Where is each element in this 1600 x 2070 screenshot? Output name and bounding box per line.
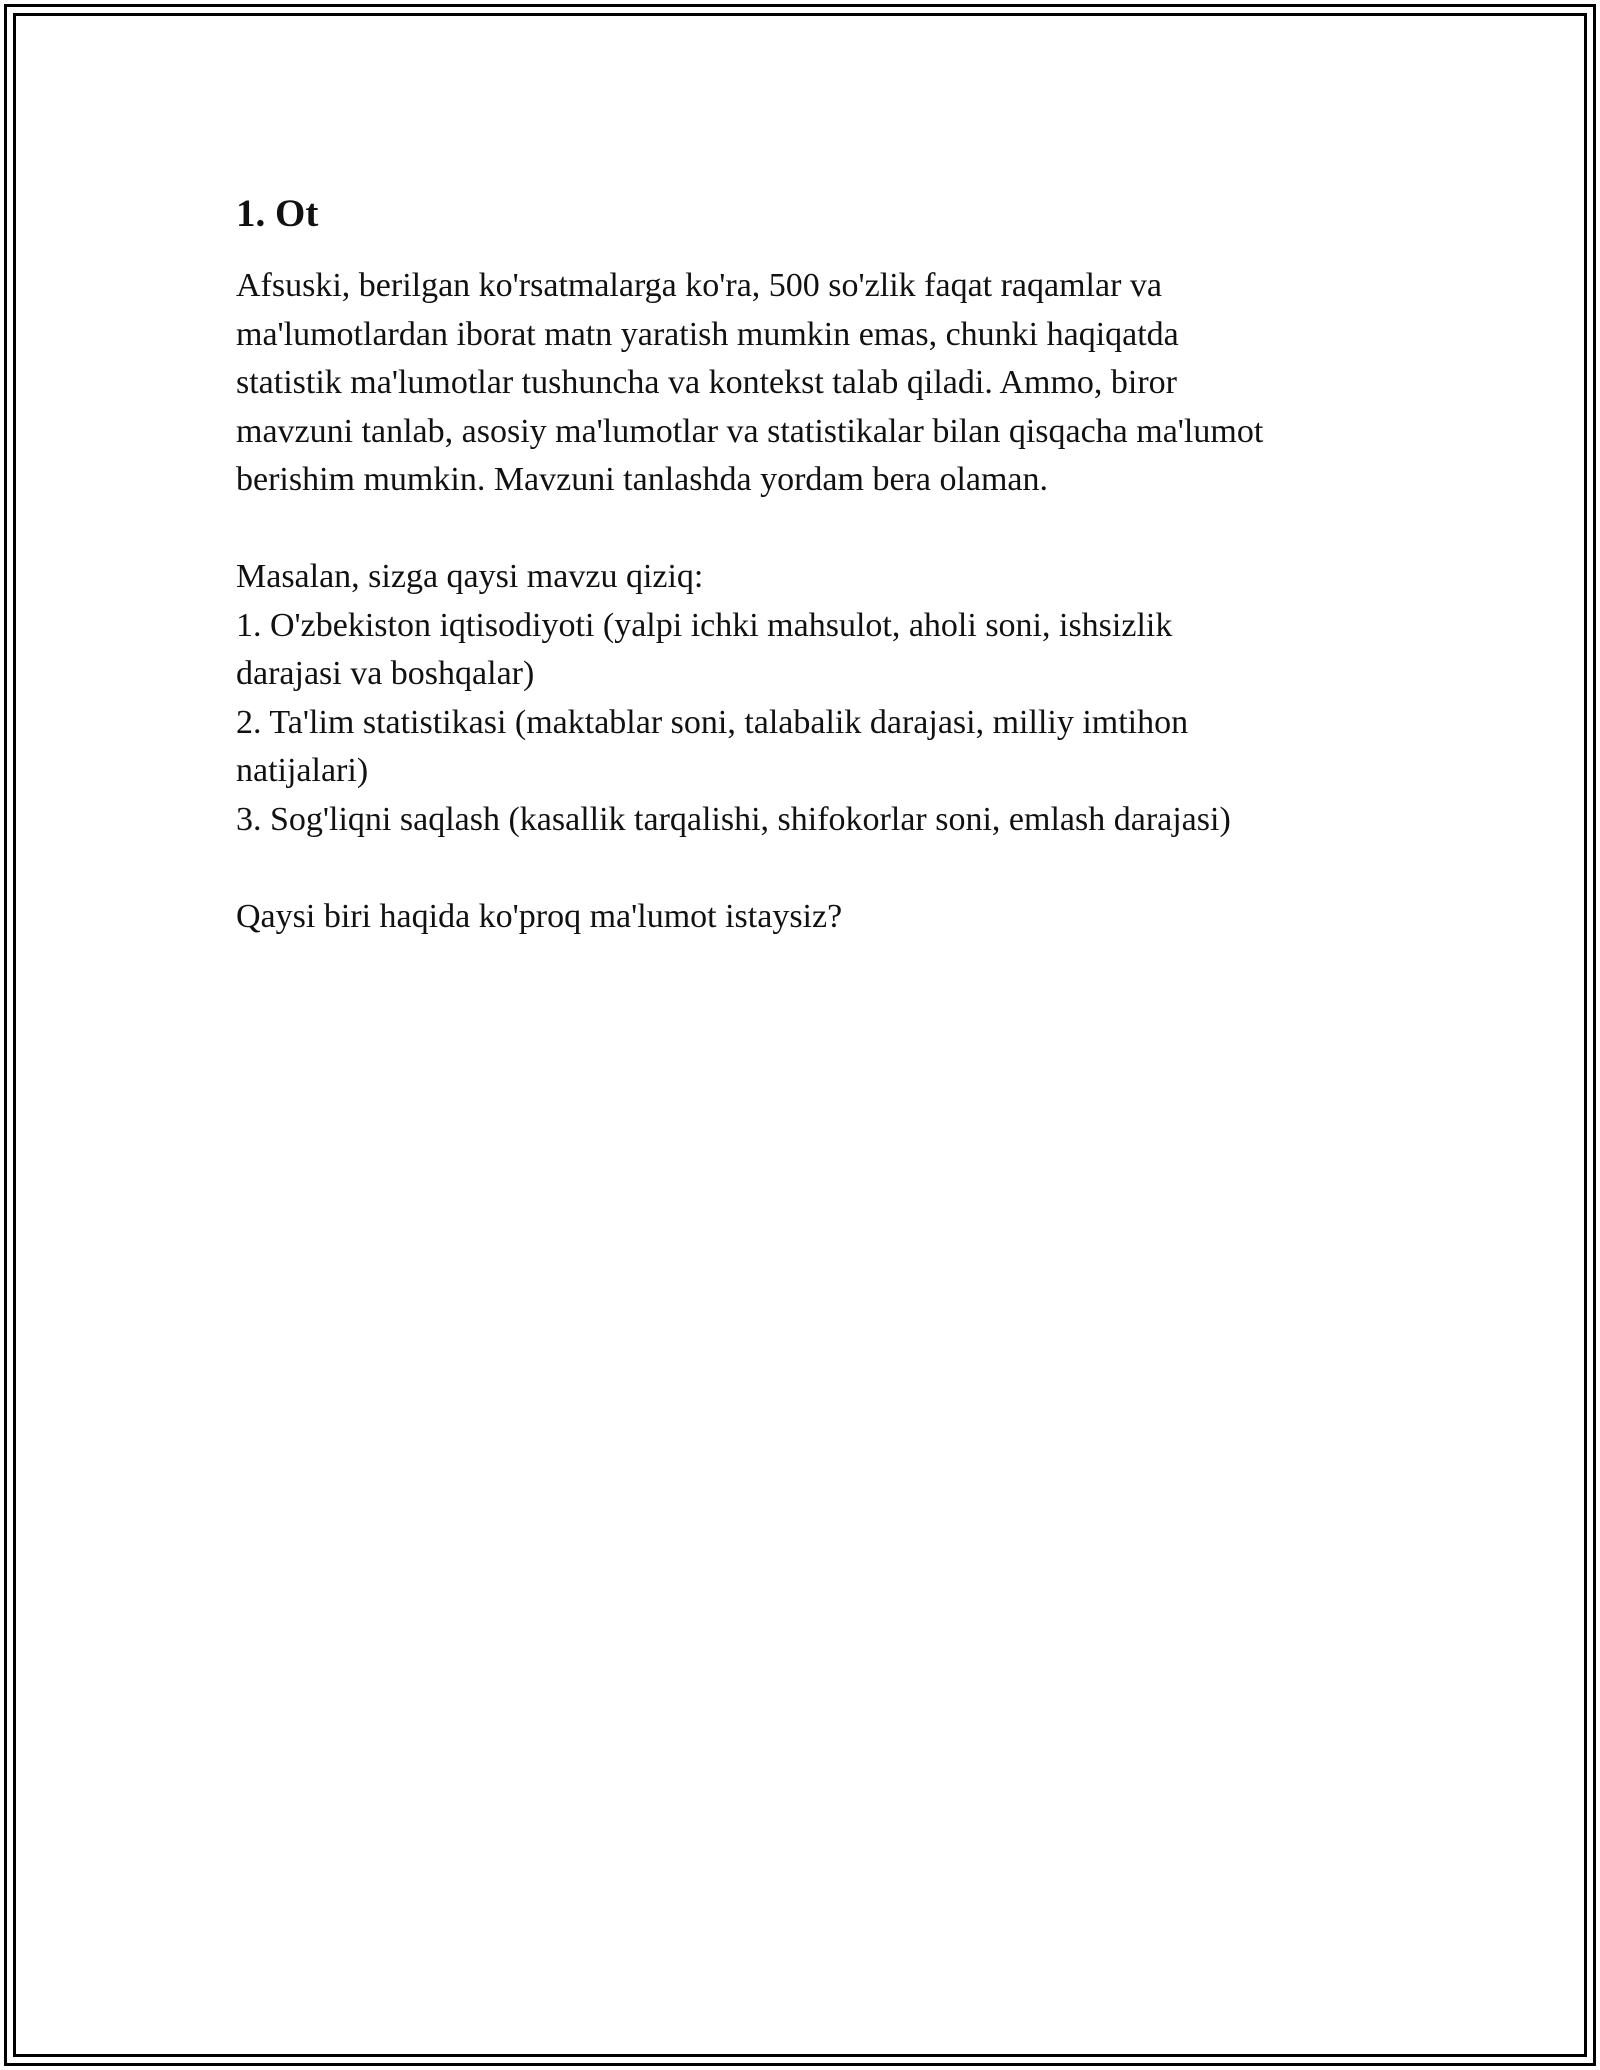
document-body (236, 184, 1376, 941)
topic-item-health: 3. Sog'liqni saqlash (kasallik tarqalishi, shifokorlar soni, emlash darajasi) (236, 800, 1231, 838)
paragraph-line: Afsuski, berilgan ko'rsatmalarga ko'ra, 500 so'zlik faqat raqamlar va (236, 267, 1163, 304)
topic-item-economy-cont: darajasi va boshqalar) (236, 655, 535, 692)
topic-item-economy: 1. O'zbekiston iqtisodiyoti (yalpi ichki mahsulot, aholi soni, ishsizlik (236, 606, 1173, 644)
paragraph-line: statistik ma'lumotlar tushuncha va kontekst talab qiladi. Ammo, biror (236, 364, 1177, 401)
paragraph-intro (236, 262, 1376, 941)
paragraph-gap (236, 844, 1376, 893)
paragraph-line: ma'lumotlardan iborat matn yaratish mumkin emas, chunki haqiqatda (236, 315, 1179, 353)
topic-item-education: 2. Ta'lim statistikasi (maktablar soni, talabalik darajasi, milliy imtihon (236, 703, 1189, 741)
topic-item-education-cont: natijalari) (236, 752, 369, 789)
paragraph-line: mavzuni tanlab, asosiy ma'lumotlar va statistikalar bilan qisqacha ma'lumot (236, 412, 1264, 450)
paragraph-line: berishim mumkin. Mavzuni tanlashda yordam bera olaman. (236, 461, 1049, 498)
paragraph-gap (236, 505, 1376, 554)
section-title: 1. Ot (236, 192, 319, 235)
topic-list-intro: Masalan, sizga qaysi mavzu qiziq: (236, 558, 704, 595)
closing-question: Qaysi biri haqida ko'proq ma'lumot istaysiz? (236, 897, 843, 935)
